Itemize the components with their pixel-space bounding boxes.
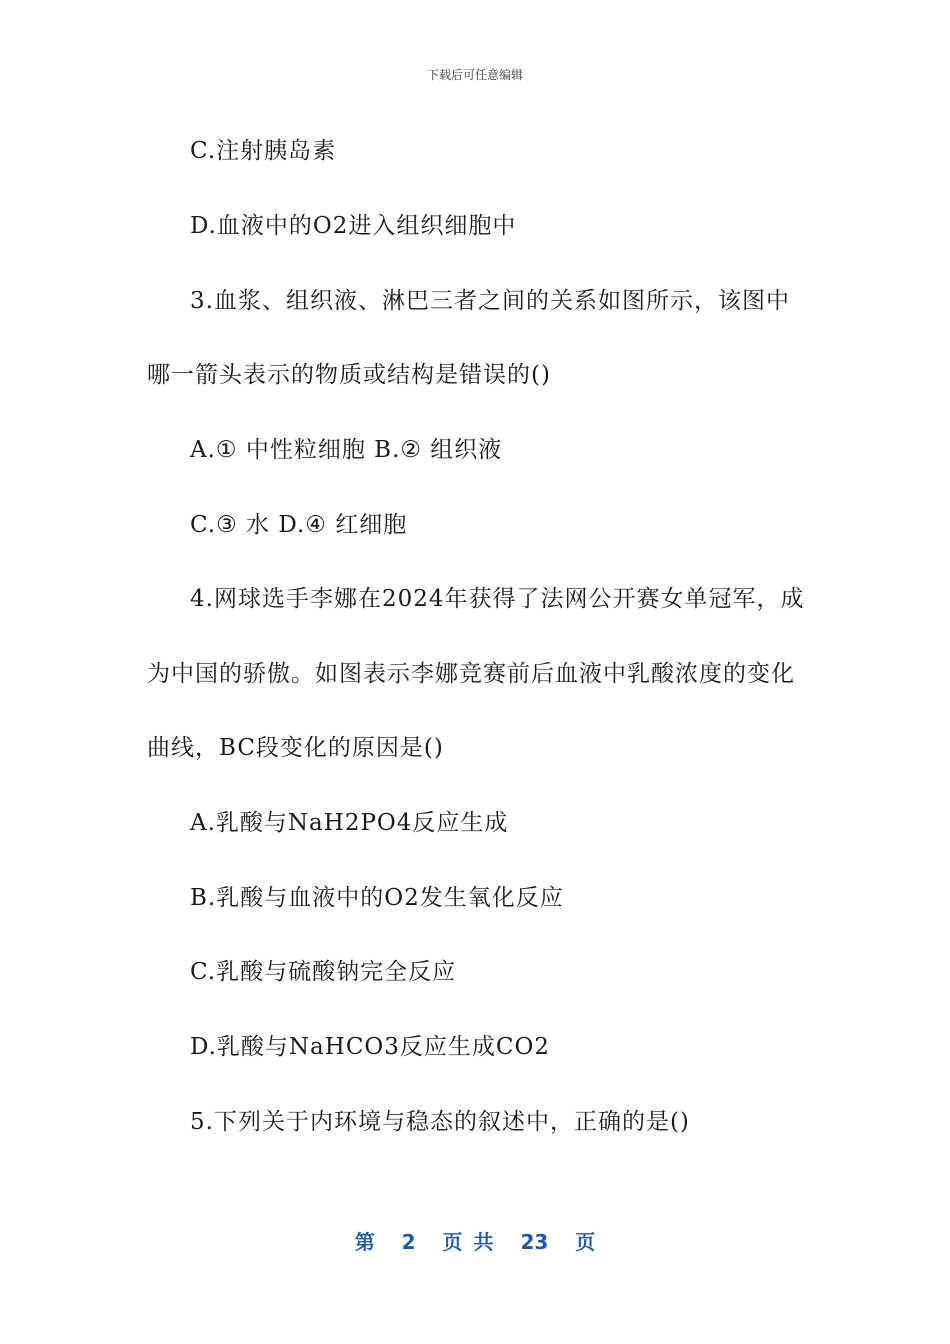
footer-label-mid: 页 共 bbox=[442, 1230, 494, 1254]
footer-page-number: 2 bbox=[401, 1230, 416, 1254]
question-3-line-2: 哪一箭头表示的物质或结构是错误的() bbox=[147, 362, 551, 388]
footer-label-pre: 第 bbox=[354, 1230, 375, 1254]
footer-total-pages: 23 bbox=[520, 1230, 549, 1254]
option-c-q4: C.乳酸与硫酸钠完全反应 bbox=[190, 959, 457, 985]
options-ab-q3: A.① 中性粒细胞 B.② 组织液 bbox=[190, 437, 503, 463]
page-footer bbox=[0, 1226, 950, 1255]
option-d-q2: D.血液中的O2进入组织细胞中 bbox=[190, 213, 517, 239]
page-header: 下载后可任意编辑 bbox=[426, 68, 523, 82]
footer-label-post: 页 bbox=[575, 1230, 596, 1254]
option-a-q4: A.乳酸与NaH2PO4反应生成 bbox=[190, 810, 509, 836]
question-5-line-1: 5.下列关于内环境与稳态的叙述中，正确的是() bbox=[190, 1109, 690, 1135]
options-cd-q3: C.③ 水 D.④ 红细胞 bbox=[190, 512, 408, 538]
question-4-line-2: 为中国的骄傲。如图表示李娜竞赛前后血液中乳酸浓度的变化 bbox=[147, 661, 795, 687]
option-c-q2: C.注射胰岛素 bbox=[190, 138, 337, 164]
question-3-line-1: 3.血浆、组织液、淋巴三者之间的关系如图所示，该图中 bbox=[190, 288, 790, 314]
option-d-q4: D.乳酸与NaHCO3反应生成CO2 bbox=[190, 1034, 551, 1060]
question-4-line-1: 4.网球选手李娜在2024年获得了法网公开赛女单冠军，成 bbox=[190, 586, 805, 612]
option-b-q4: B.乳酸与血液中的O2发生氧化反应 bbox=[190, 885, 564, 911]
question-4-line-3: 曲线，BC段变化的原因是() bbox=[147, 735, 444, 761]
